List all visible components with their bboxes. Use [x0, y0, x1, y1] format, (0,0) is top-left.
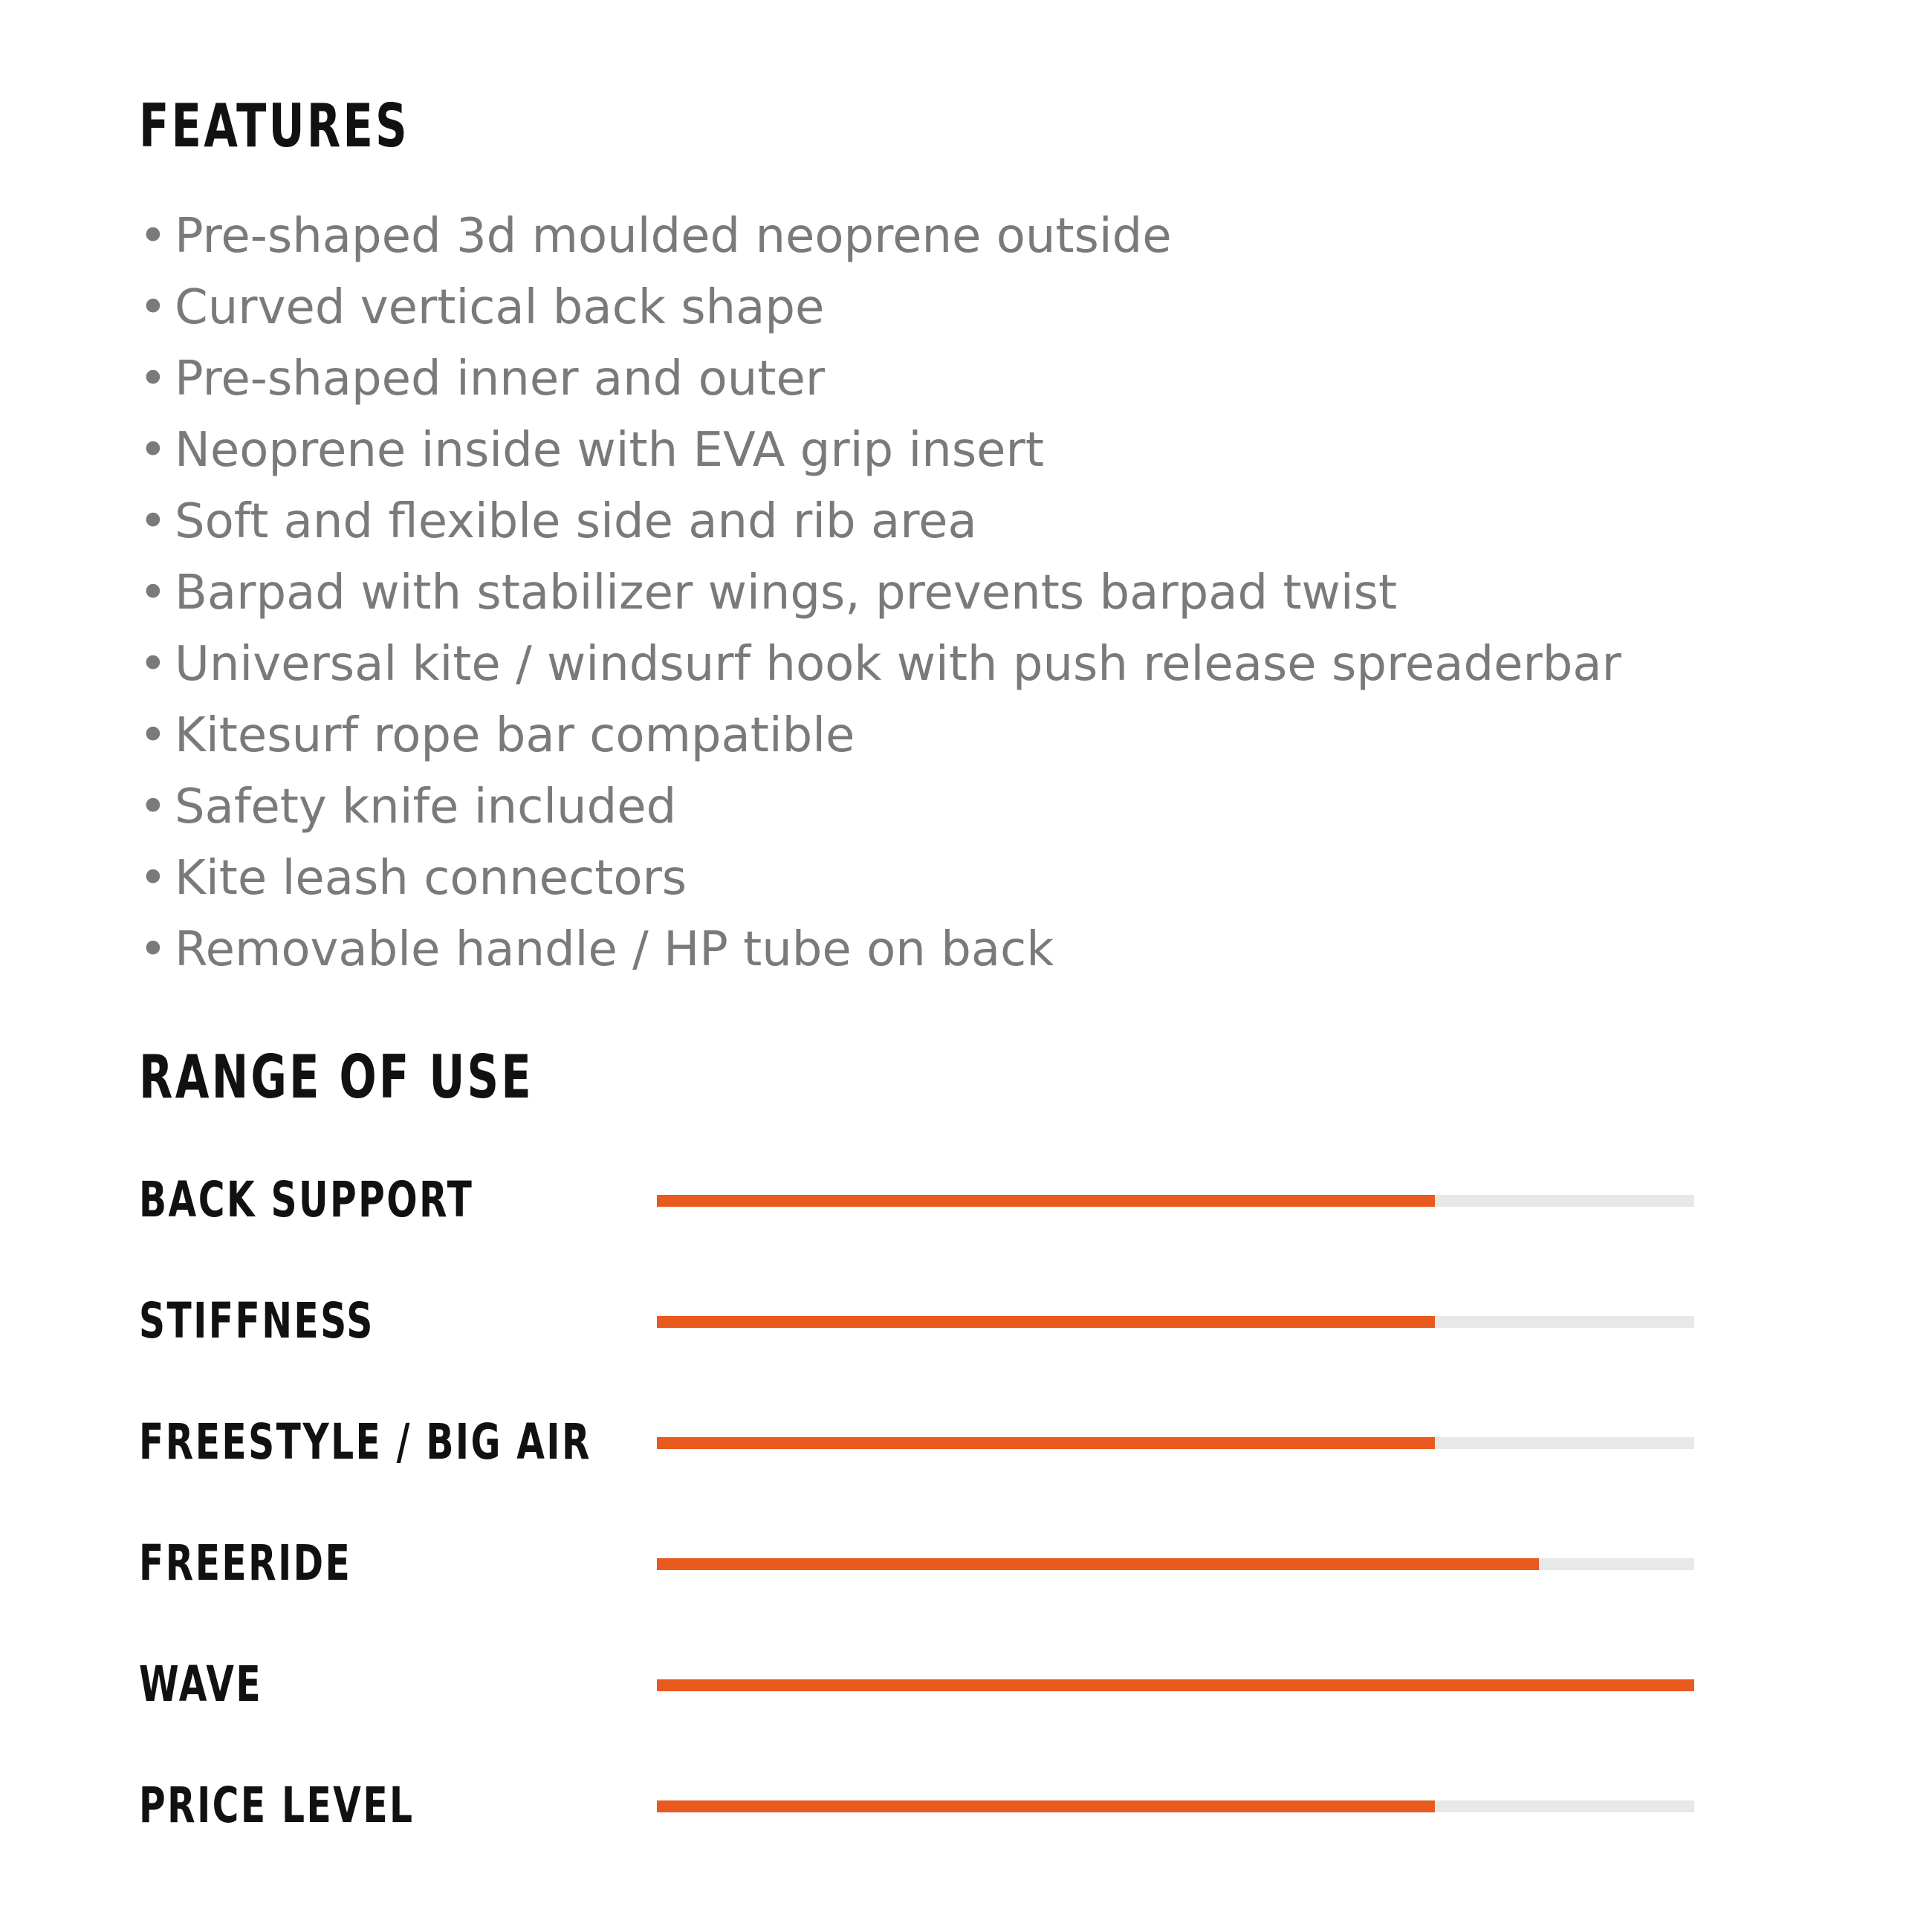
features-list [139, 201, 1621, 985]
rating-bar-track [657, 1316, 1694, 1328]
range-label: STIFFNESS [139, 1292, 375, 1349]
feature-item [139, 557, 1621, 629]
feature-text: Curved vertical back shape [175, 280, 825, 335]
feature-text: Universal kite / windsurf hook with push release spreaderbar [175, 637, 1621, 692]
range-label: FREERIDE [139, 1534, 352, 1592]
feature-item [139, 415, 1621, 486]
bullet-icon: • [139, 637, 167, 692]
bullet-icon: • [139, 565, 167, 620]
range-of-use-heading: RANGE OF USE [139, 1043, 534, 1112]
feature-text: Pre-shaped inner and outer [175, 351, 826, 406]
bullet-icon: • [139, 209, 167, 264]
range-label: BACK SUPPORT [139, 1171, 474, 1228]
feature-text: Safety knife included [175, 779, 677, 834]
rating-bar-track [657, 1558, 1694, 1570]
bullet-icon: • [139, 494, 167, 549]
features-heading: FEATURES [139, 91, 409, 161]
feature-item [139, 343, 1621, 415]
bullet-icon: • [139, 851, 167, 906]
rating-bar-fill [657, 1195, 1435, 1207]
rating-bar-track [657, 1679, 1694, 1691]
feature-item [139, 843, 1621, 914]
feature-item [139, 486, 1621, 557]
bullet-icon: • [139, 280, 167, 335]
bullet-icon: • [139, 351, 167, 406]
range-label: PRICE LEVEL [139, 1777, 415, 1834]
feature-text: Pre-shaped 3d moulded neoprene outside [175, 209, 1172, 264]
feature-item [139, 771, 1621, 843]
rating-bar-fill [657, 1558, 1539, 1570]
feature-item [139, 914, 1621, 985]
feature-text: Soft and flexible side and rib area [175, 494, 977, 549]
feature-text: Barpad with stabilizer wings, prevents barpad twist [175, 565, 1398, 620]
rating-bar-fill [657, 1316, 1435, 1328]
rating-bar-track [657, 1437, 1694, 1449]
range-label: WAVE [139, 1656, 263, 1713]
feature-item [139, 629, 1621, 700]
rating-bar-fill [657, 1437, 1435, 1449]
feature-item [139, 700, 1621, 771]
rating-bar-fill [657, 1679, 1694, 1691]
feature-text: Kitesurf rope bar compatible [175, 708, 855, 763]
feature-item [139, 272, 1621, 343]
rating-bar-fill [657, 1800, 1435, 1812]
feature-text: Neoprene inside with EVA grip insert [175, 423, 1044, 478]
bullet-icon: • [139, 779, 167, 834]
rating-bar-track [657, 1800, 1694, 1812]
bullet-icon: • [139, 922, 167, 977]
bullet-icon: • [139, 708, 167, 763]
feature-text: Removable handle / HP tube on back [175, 922, 1054, 977]
bullet-icon: • [139, 423, 167, 478]
rating-bar-track [657, 1195, 1694, 1207]
range-label: FREESTYLE / BIG AIR [139, 1413, 591, 1471]
feature-text: Kite leash connectors [175, 851, 687, 906]
feature-item [139, 201, 1621, 272]
